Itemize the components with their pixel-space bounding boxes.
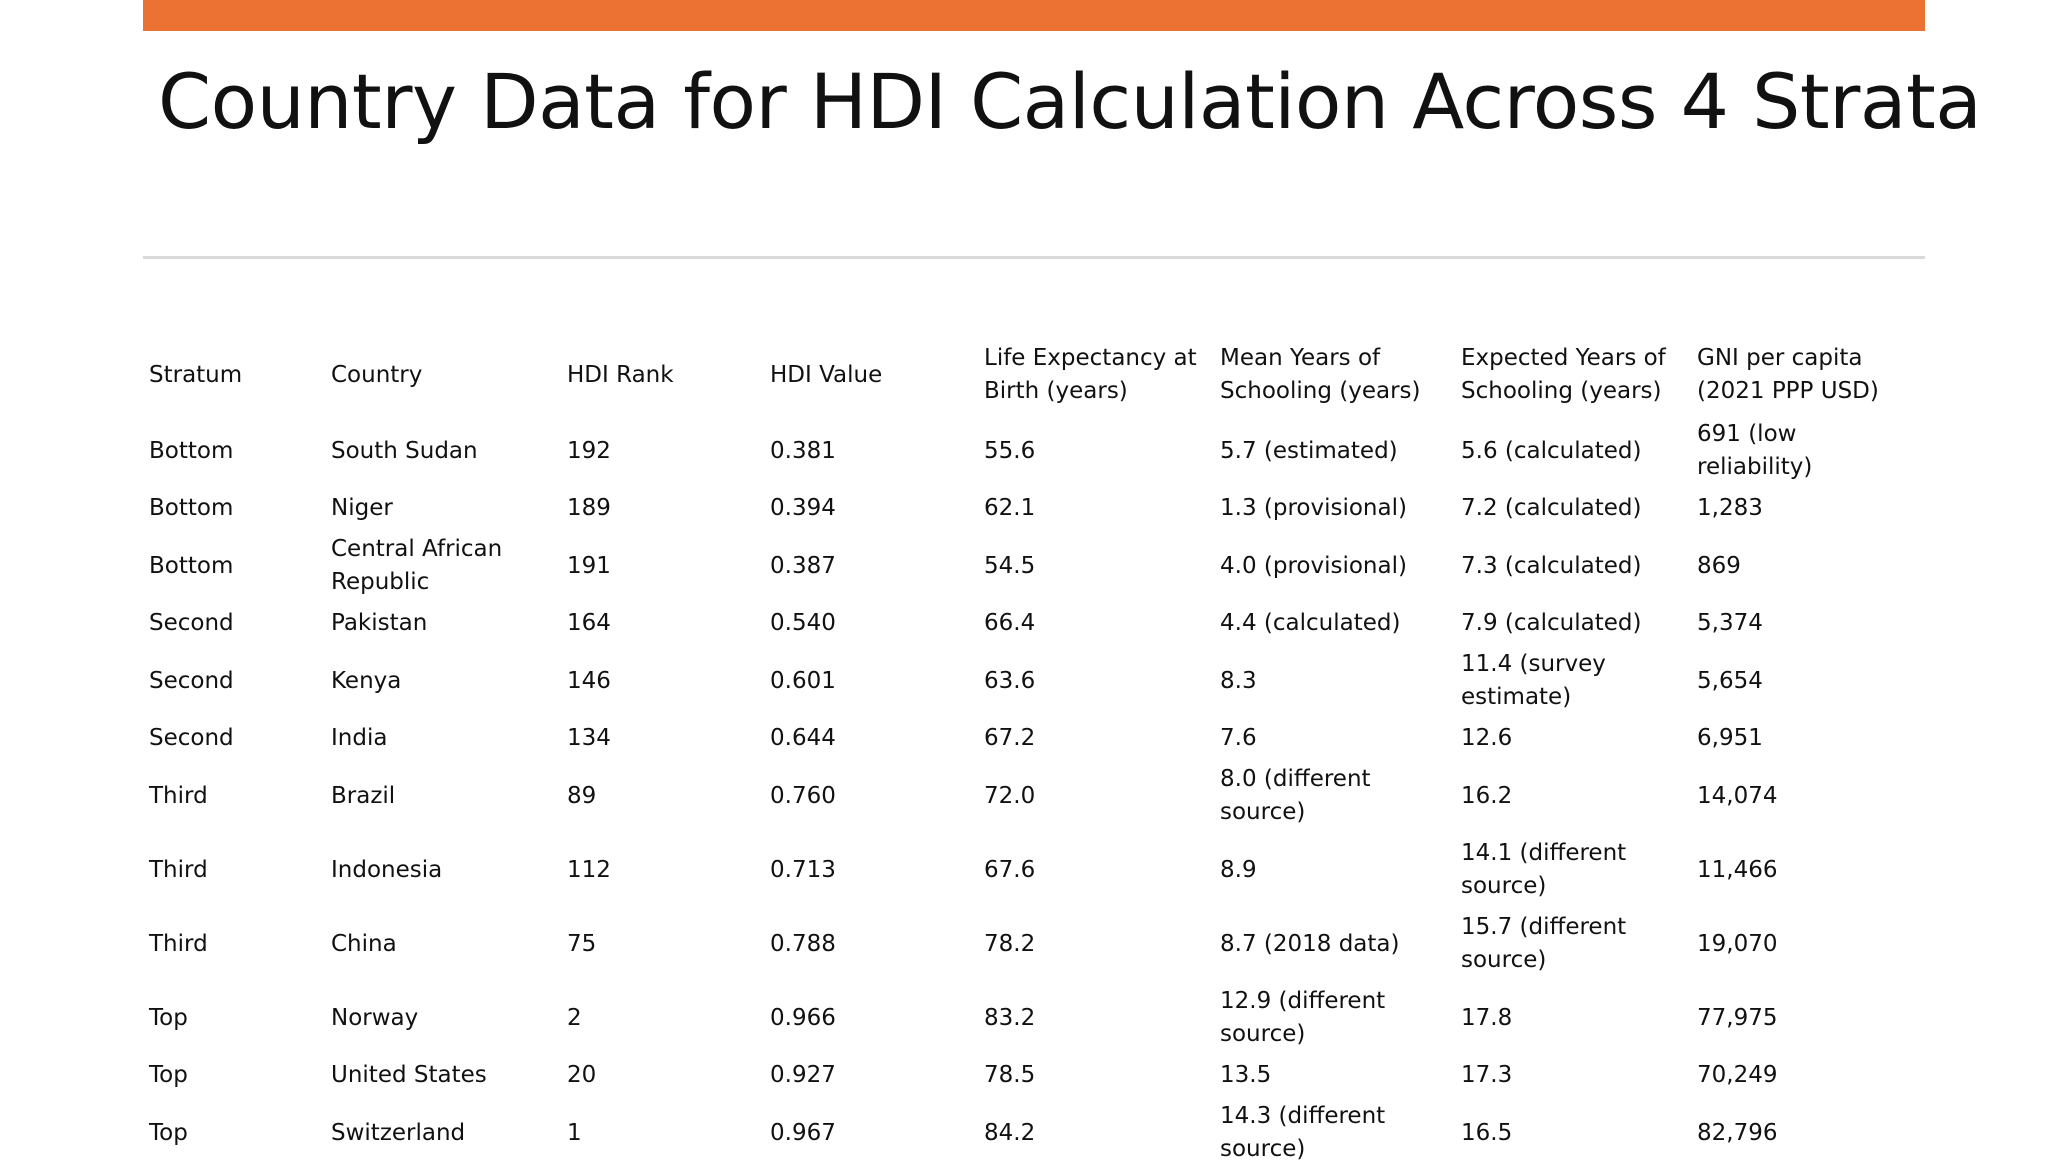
cell-life-expectancy: 63.6 xyxy=(984,667,1036,694)
cell-hdi-value: 0.966 xyxy=(770,1004,836,1031)
cell-stratum: Top xyxy=(149,1119,188,1146)
cell-mean-years-schooling: 14.3 (different source) xyxy=(1220,1103,1386,1162)
cell-stratum: Second xyxy=(149,667,234,694)
title-divider xyxy=(143,256,1925,259)
cell-expected-years-schooling: 7.2 (calculated) xyxy=(1461,495,1642,521)
table-row xyxy=(143,414,1923,488)
cell-country: Norway xyxy=(331,1004,419,1031)
header-mean-years-schooling: Mean Years of Schooling (years) xyxy=(1220,345,1421,404)
cell-gni-per-capita: 70,249 xyxy=(1697,1062,1778,1088)
accent-bar xyxy=(143,0,1925,31)
cell-stratum: Third xyxy=(149,930,208,957)
cell-expected-years-schooling: 7.9 (calculated) xyxy=(1461,610,1642,636)
cell-country: Switzerland xyxy=(331,1119,466,1146)
cell-hdi-rank: 1 xyxy=(567,1119,582,1146)
cell-expected-years-schooling: 14.1 (different source) xyxy=(1461,840,1627,899)
cell-hdi-value: 0.540 xyxy=(770,610,836,636)
cell-life-expectancy: 67.2 xyxy=(984,725,1036,751)
cell-country: United States xyxy=(331,1062,487,1088)
cell-mean-years-schooling: 8.3 xyxy=(1220,667,1257,694)
cell-stratum: Bottom xyxy=(149,552,234,579)
cell-hdi-value: 0.601 xyxy=(770,667,836,694)
cell-expected-years-schooling: 15.7 (different source) xyxy=(1461,914,1627,973)
table-row xyxy=(143,759,1923,833)
header-stratum: Stratum xyxy=(149,361,243,388)
cell-expected-years-schooling: 7.3 (calculated) xyxy=(1461,552,1642,579)
cell-mean-years-schooling: 13.5 xyxy=(1220,1062,1272,1088)
cell-expected-years-schooling: 12.6 xyxy=(1461,725,1513,751)
cell-hdi-value: 0.387 xyxy=(770,552,836,579)
cell-stratum: Third xyxy=(149,782,208,809)
cell-gni-per-capita: 6,951 xyxy=(1697,725,1763,751)
cell-hdi-rank: 2 xyxy=(567,1004,582,1031)
cell-hdi-value: 0.381 xyxy=(770,437,836,464)
cell-expected-years-schooling: 11.4 (survey estimate) xyxy=(1461,651,1606,710)
table-row xyxy=(143,644,1923,718)
table-row xyxy=(143,833,1923,907)
cell-gni-per-capita: 1,283 xyxy=(1697,495,1763,521)
cell-stratum: Top xyxy=(149,1062,188,1088)
cell-gni-per-capita: 5,374 xyxy=(1697,610,1763,636)
cell-country: China xyxy=(331,930,397,957)
table-row xyxy=(143,1055,1923,1096)
cell-expected-years-schooling: 16.2 xyxy=(1461,782,1513,809)
header-gni-per-capita: GNI per capita (2021 PPP USD) xyxy=(1697,345,1879,404)
cell-life-expectancy: 54.5 xyxy=(984,552,1036,579)
cell-life-expectancy: 83.2 xyxy=(984,1004,1036,1031)
cell-mean-years-schooling: 4.0 (provisional) xyxy=(1220,552,1407,579)
cell-stratum: Second xyxy=(149,610,234,636)
cell-hdi-rank: 146 xyxy=(567,667,611,694)
table-row xyxy=(143,488,1923,529)
table-row xyxy=(143,1096,1923,1170)
cell-hdi-rank: 20 xyxy=(567,1062,597,1088)
cell-expected-years-schooling: 17.8 xyxy=(1461,1004,1513,1031)
cell-life-expectancy: 78.5 xyxy=(984,1062,1036,1088)
table-row xyxy=(143,981,1923,1055)
header-life-expectancy: Life Expectancy at Birth (years) xyxy=(984,345,1197,404)
cell-hdi-value: 0.644 xyxy=(770,725,836,751)
cell-country: Central African Republic xyxy=(331,536,503,595)
cell-mean-years-schooling: 1.3 (provisional) xyxy=(1220,495,1407,521)
cell-stratum: Top xyxy=(149,1004,188,1031)
cell-country: South Sudan xyxy=(331,437,478,464)
table-row xyxy=(143,907,1923,981)
cell-hdi-value: 0.713 xyxy=(770,856,836,883)
cell-mean-years-schooling: 8.0 (different source) xyxy=(1220,766,1371,825)
cell-life-expectancy: 78.2 xyxy=(984,930,1036,957)
cell-life-expectancy: 67.6 xyxy=(984,856,1036,883)
cell-stratum: Bottom xyxy=(149,437,234,464)
table-row xyxy=(143,718,1923,759)
header-hdi-rank: HDI Rank xyxy=(567,361,674,388)
cell-mean-years-schooling: 8.7 (2018 data) xyxy=(1220,930,1400,957)
cell-gni-per-capita: 14,074 xyxy=(1697,782,1778,809)
cell-hdi-rank: 191 xyxy=(567,552,611,579)
cell-hdi-rank: 192 xyxy=(567,437,611,464)
cell-life-expectancy: 84.2 xyxy=(984,1119,1036,1146)
table-row xyxy=(143,529,1923,603)
cell-hdi-value: 0.394 xyxy=(770,495,836,521)
cell-mean-years-schooling: 4.4 (calculated) xyxy=(1220,610,1401,636)
hdi-data-table xyxy=(143,334,1923,1170)
cell-expected-years-schooling: 16.5 xyxy=(1461,1119,1513,1146)
cell-gni-per-capita: 691 (low reliability) xyxy=(1697,421,1813,480)
cell-life-expectancy: 66.4 xyxy=(984,610,1036,636)
cell-hdi-value: 0.788 xyxy=(770,930,836,957)
cell-mean-years-schooling: 5.7 (estimated) xyxy=(1220,437,1398,464)
cell-country: Kenya xyxy=(331,667,402,694)
header-hdi-value: HDI Value xyxy=(770,361,883,388)
cell-country: Indonesia xyxy=(331,856,443,883)
cell-stratum: Third xyxy=(149,856,208,883)
cell-hdi-value: 0.967 xyxy=(770,1119,836,1146)
cell-gni-per-capita: 869 xyxy=(1697,552,1741,579)
cell-hdi-rank: 112 xyxy=(567,856,611,883)
cell-mean-years-schooling: 7.6 xyxy=(1220,725,1257,751)
cell-expected-years-schooling: 5.6 (calculated) xyxy=(1461,437,1642,464)
cell-gni-per-capita: 77,975 xyxy=(1697,1004,1778,1031)
cell-country: Pakistan xyxy=(331,610,428,636)
cell-hdi-rank: 164 xyxy=(567,610,611,636)
cell-country: Brazil xyxy=(331,782,396,809)
cell-expected-years-schooling: 17.3 xyxy=(1461,1062,1513,1088)
cell-stratum: Second xyxy=(149,725,234,751)
cell-hdi-rank: 89 xyxy=(567,782,597,809)
cell-stratum: Bottom xyxy=(149,495,234,521)
cell-gni-per-capita: 11,466 xyxy=(1697,856,1778,883)
cell-life-expectancy: 55.6 xyxy=(984,437,1036,464)
cell-hdi-value: 0.927 xyxy=(770,1062,836,1088)
cell-life-expectancy: 62.1 xyxy=(984,495,1036,521)
cell-hdi-rank: 75 xyxy=(567,930,597,957)
cell-life-expectancy: 72.0 xyxy=(984,782,1036,809)
cell-hdi-value: 0.760 xyxy=(770,782,836,809)
header-expected-years-schooling: Expected Years of Schooling (years) xyxy=(1461,345,1666,404)
cell-hdi-rank: 189 xyxy=(567,495,611,521)
cell-country: India xyxy=(331,725,388,751)
table-row xyxy=(143,603,1923,644)
cell-mean-years-schooling: 8.9 xyxy=(1220,856,1257,883)
slide-title: Country Data for HDI Calculation Across 4 Strata xyxy=(158,57,1982,146)
cell-gni-per-capita: 5,654 xyxy=(1697,667,1763,694)
header-country: Country xyxy=(331,361,423,388)
cell-gni-per-capita: 82,796 xyxy=(1697,1119,1778,1146)
cell-hdi-rank: 134 xyxy=(567,725,611,751)
table-header-row xyxy=(143,334,1923,414)
cell-country: Niger xyxy=(331,495,393,521)
cell-mean-years-schooling: 12.9 (different source) xyxy=(1220,988,1386,1047)
cell-gni-per-capita: 19,070 xyxy=(1697,930,1778,957)
